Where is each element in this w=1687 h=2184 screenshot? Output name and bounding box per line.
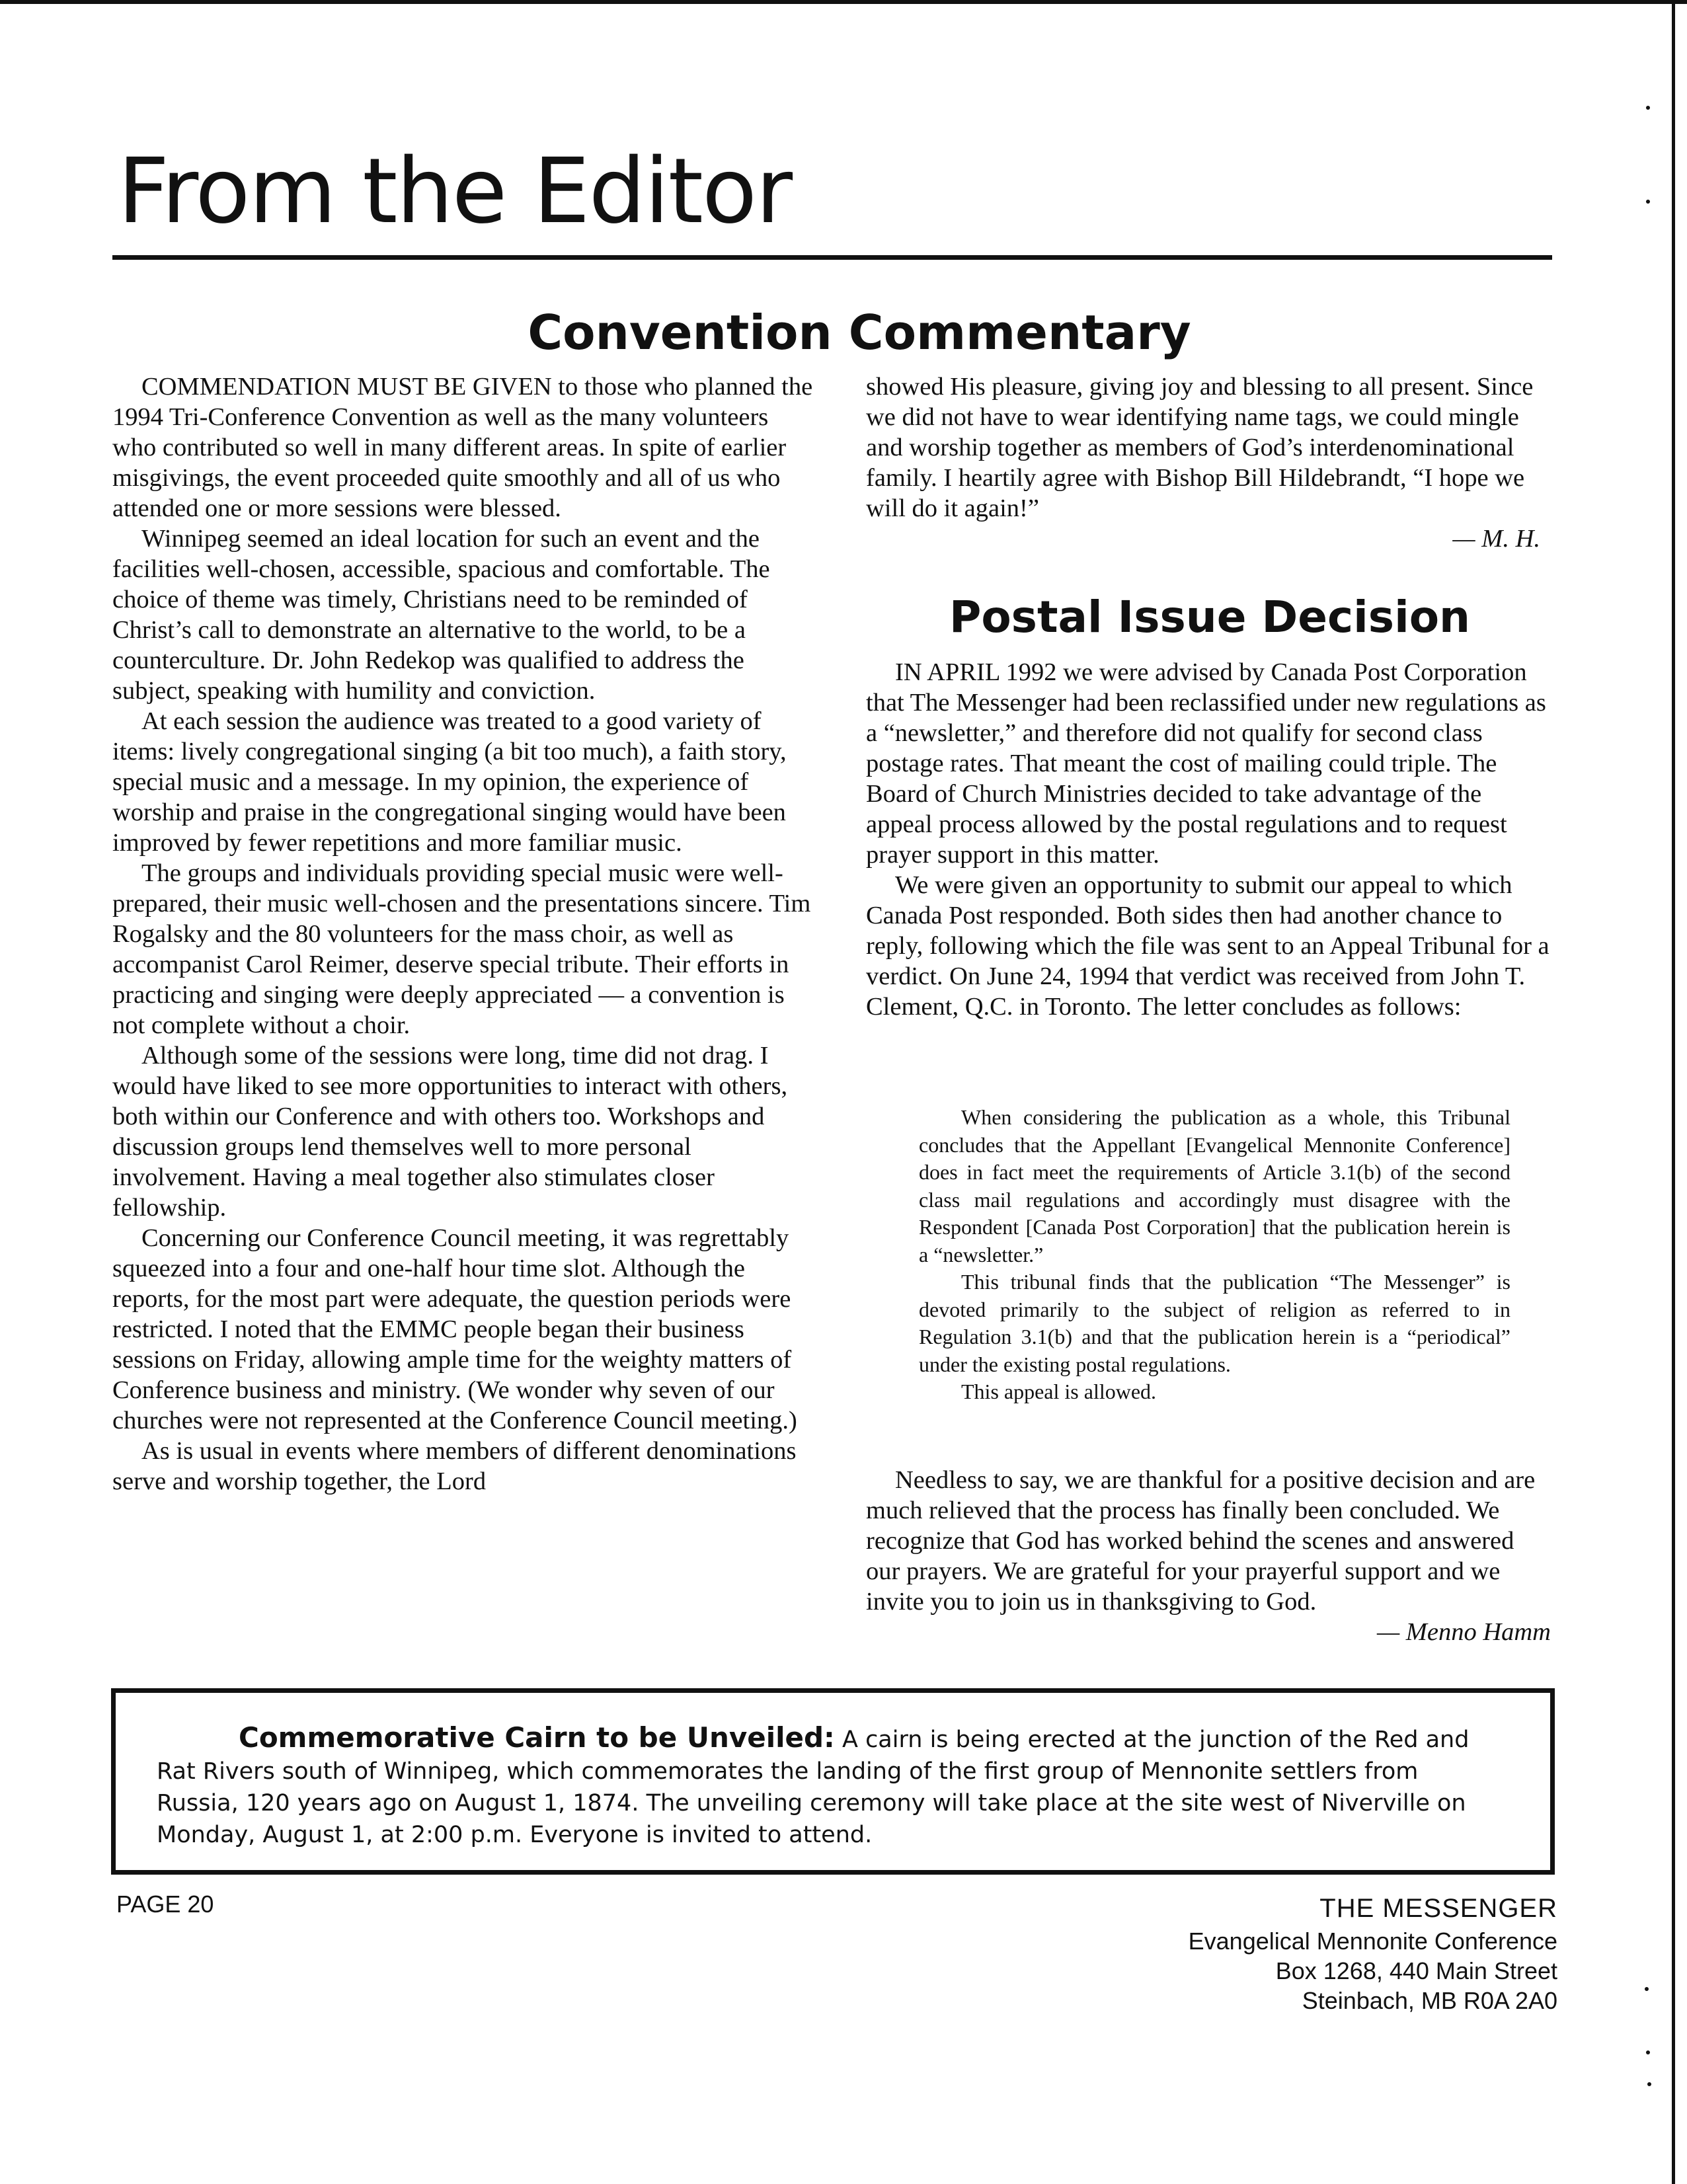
article-paragraph: showed His pleasure, giving joy and blessing to all present. Since we did not have to wear identifying name tags, we could mingle and worship together as members of God’s interdenominational family. I heartily agree with Bishop Bill Hildebrandt, “I hope we will do it again!”: [866, 373, 1534, 522]
article-left-column: [112, 371, 813, 1497]
scan-speck: [1646, 200, 1650, 204]
publication-name: THE MESSENGER: [1319, 1894, 1557, 1923]
announcement-text: A cairn is being erected at the junction of the Red and Rat Rivers south of Winnipeg, which commemorates the landing of the first group of Mennonite settlers from Russia, 120 years ago on August 1, 1874. The unveiling ceremony will take place at the site west of Niverville on Monday, August 1, at 2:00 p.m. Everyone is invited to attend.: [157, 1727, 1470, 1848]
address-line: Box 1268, 440 Main Street: [1275, 1957, 1557, 1984]
postal-paragraph: We were given an opportunity to submit our appeal to which Canada Post responded. Both sides then had another chance to reply, following which the file was sent to an Appeal Tribunal for a verdict. On June 24, 1994 that verdict was received from John T. Clement, Q.C. in Toronto. The letter concludes as follows:: [866, 871, 1550, 1021]
postal-body: [866, 657, 1553, 1022]
scan-speck: [1646, 2050, 1650, 2054]
postal-paragraph: IN APRIL 1992 we were advised by Canada Post Corporation that The Messenger had been reclassified under new regulations as a “newsletter,” and therefore did not qualify for second class postage rates. That meant the cost of mailing could triple. The Board of Church Ministries decided to take advantage of the appeal process allowed by the postal regulations and to request prayer support in this matter.: [866, 658, 1546, 869]
article-paragraph: At each session the audience was treated to a good variety of items: lively congregational singing (a bit too much), a faith story, special music and a message. In my opinion, the experience of worship and praise in the congregational singing would have been improved by fewer repetitions and more familiar music.: [112, 707, 787, 857]
article-signature: — M. H.: [1452, 525, 1540, 553]
article-paragraph: As is usual in events where members of different denominations serve and worship together, the Lord: [112, 1437, 797, 1495]
tribunal-quote: [919, 1104, 1510, 1406]
quote-paragraph: This appeal is allowed.: [961, 1380, 1157, 1403]
article-paragraph: The groups and individuals providing special music were well-prepared, their music well-chosen and the presentations sincere. Tim Rogalsky and the 80 volunteers for the mass choir, as well as accompanist Carol Reimer, deserve special tribute. Their efforts in practicing and singing were deeply appreciated — a convention is not complete without a choir.: [112, 859, 811, 1039]
scan-speck: [1645, 1987, 1649, 1991]
postal-closing: [866, 1465, 1553, 1647]
scan-speck: [1647, 2082, 1651, 2086]
article-paragraph: Winnipeg seemed an ideal location for such an event and the facilities well-chosen, accessible, spacious and comfortable. The choice of theme was timely, Christians need to be reminded of Christ’s call to demonstrate an alternative to the world, to be a counterculture. Dr. John Redekop was qualified to address the subject, speaking with humility and conviction.: [112, 525, 770, 705]
page-border-top: [0, 0, 1687, 4]
page-number: PAGE 20: [116, 1891, 214, 1918]
page-border-right: [1672, 0, 1675, 2184]
article-title: Convention Commentary: [528, 305, 1191, 360]
article-right-continuation: [866, 371, 1553, 554]
postal-closing-paragraph: Needless to say, we are thankful for a positive decision and are much relieved that the process has finally been concluded. We recognize that God has worked behind the scenes and answered our prayers. We are grateful for your prayerful support and we invite you to join us in thanksgiving to God.: [866, 1466, 1536, 1616]
quote-paragraph: When considering the publication as a whole, this Tribunal concludes that the Appellant [Evangelical Mennonite Conference] does in fact meet the requirements of Article 3.1(b) of the second class mail regulations and accordingly must disagree with the Respondent [Canada Post Corporation] that the publication herein is a “newsletter.”: [919, 1105, 1510, 1267]
scan-speck: [1646, 106, 1650, 110]
address-line: Steinbach, MB R0A 2A0: [1302, 1987, 1557, 2014]
postal-title: Postal Issue Decision: [949, 592, 1471, 643]
cairn-announcement-box: [111, 1688, 1555, 1875]
article-paragraph: Concerning our Conference Council meeting, it was regrettably squeezed into a four and one-half hour time slot. Although the reports, for the most part were adequate, the question periods were restricted. I noted that the EMMC people began their business sessions on Friday, allowing ample time for the weighty matters of Conference business and ministry. (We wonder why seven of our churches were not represented at the Conference Council meeting.): [112, 1224, 797, 1434]
postal-signature: — Menno Hamm: [1376, 1618, 1551, 1646]
publisher-block: [1189, 1891, 1557, 2015]
quote-paragraph: This tribunal finds that the publication “The Messenger” is devoted primarily to the subject of religion as referred to in Regulation 3.1(b) and that the publication herein is a “periodical” under the existing postal regulations.: [919, 1270, 1510, 1376]
section-title: From the Editor: [118, 139, 792, 244]
article-paragraph: Although some of the sessions were long, time did not drag. I would have liked to see more opportunities to interact with others, both within our Conference and with others too. Workshops and discussion groups lend themselves well to more personal involvement. Having a meal together also stimulates closer fellowship.: [112, 1042, 788, 1222]
title-rule: [112, 255, 1552, 260]
article-paragraph: COMMENDATION MUST BE GIVEN to those who planned the 1994 Tri-Conference Convention as well as the many volunteers who contributed so well in many different areas. In spite of earlier misgivings, the event proceeded quite smoothly and all of us who attended one or more sessions were blessed.: [112, 373, 813, 522]
announcement-lead: Commemorative Cairn to be Unveiled:: [239, 1721, 835, 1754]
address-line: Evangelical Mennonite Conference: [1188, 1928, 1557, 1955]
